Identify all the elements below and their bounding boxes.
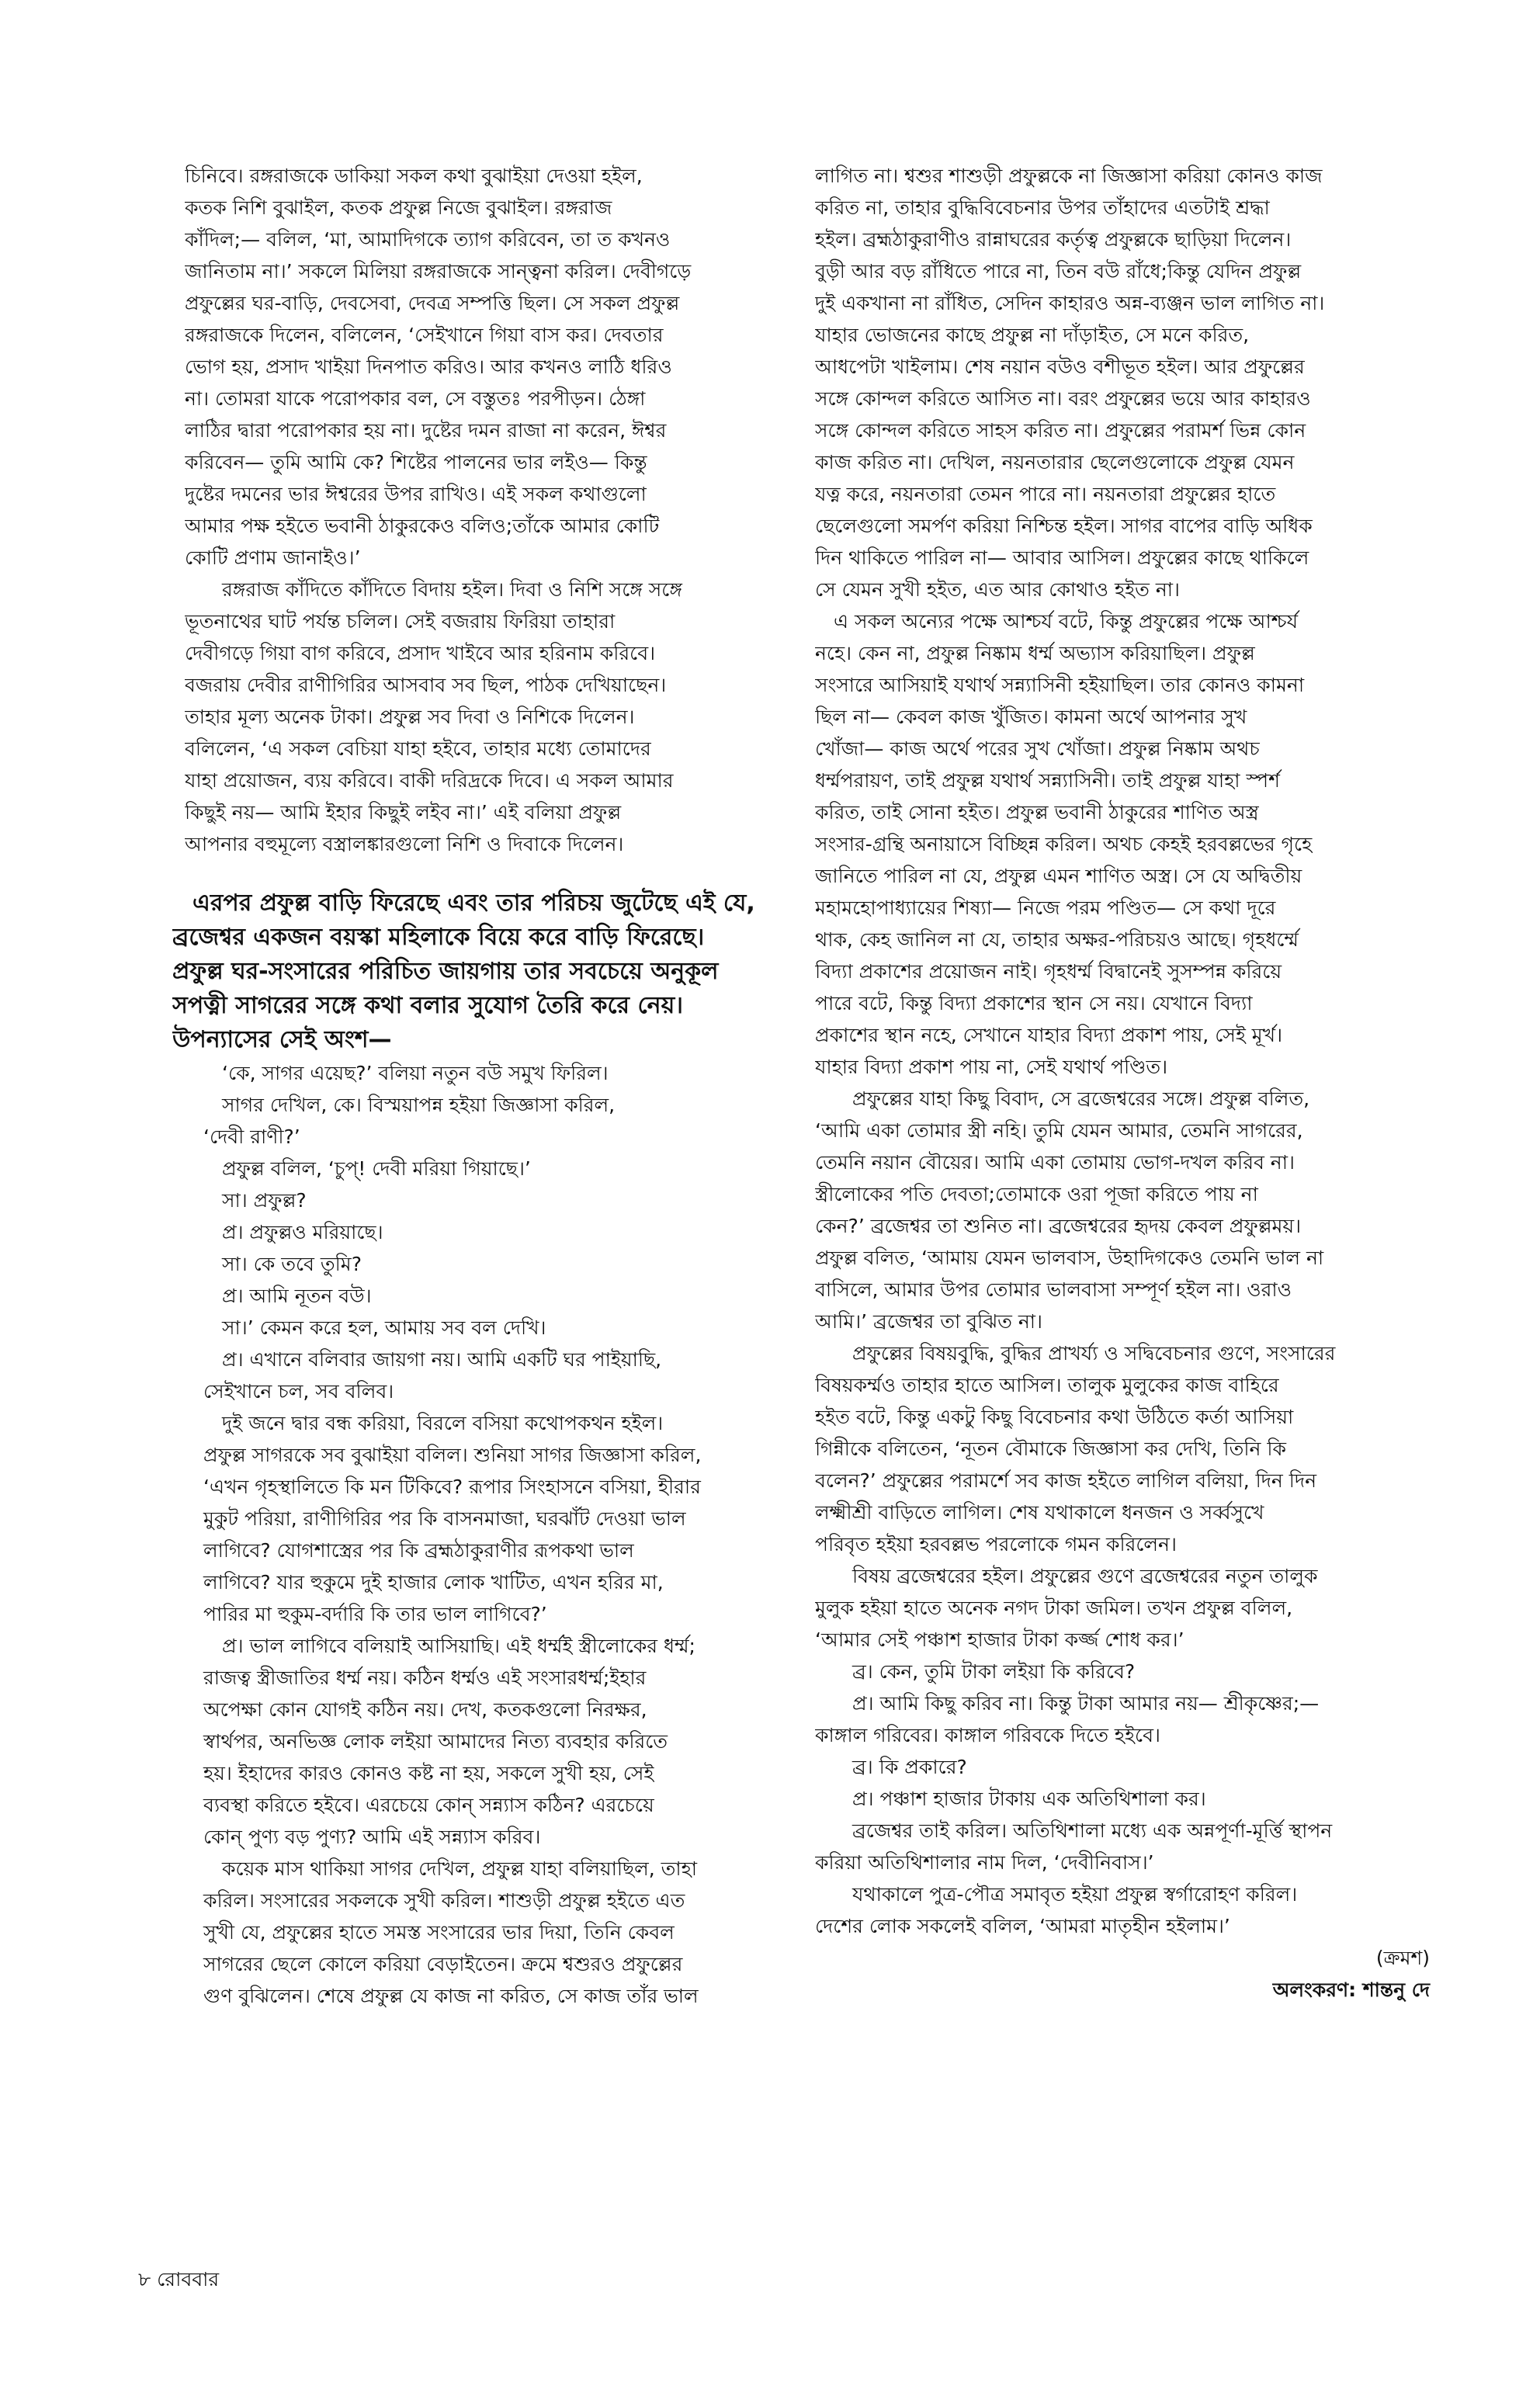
text-line: মুলুক হইয়া হাতে অনেক নগদ টাকা জমিল। তখন প্রফুল্ল বলিল, [815,1597,1293,1619]
text-line: সংসারে আসিয়াই যথার্থ সন্ন্যাসিনী হইয়াছিল। তার কোনও কামনা [815,674,1305,696]
text-line: কোন্ পুণ্য বড় পুণ্য? আমি এই সন্ন্যাস করিব। [203,1826,541,1848]
left-paragraph-3 [185,1407,806,1630]
text-line: সুখী যে, প্রফুল্লের হাতে সমস্ত সংসারের ভার দিয়া, তিনি কেবল [203,1921,675,1944]
text-line: পারির মা হুকুম-বর্দারি কি তার ভাল লাগিবে?’ [203,1603,547,1625]
page-footer [138,2266,219,2293]
text-line: বাসিলে, আমার উপর তোমার ভালবাসা সম্পূর্ণ হইল না। ওরাও [815,1278,1292,1301]
text-line: থাক, কেহ জানিল না যে, তাহার অক্ষর-পরিচয়ও আছে। গৃহধর্ম্মে [815,928,1299,951]
right-paragraph-6 [815,1815,1436,1878]
text-line: রাজত্ব স্ত্রীজাতির ধর্ম্ম নয়। কঠিন ধর্ম্মও এই সংসারধর্ম্ম;ইহার [203,1666,647,1689]
text-line: প্র। ভাল লাগিবে বলিয়াই আসিয়াছি। এই ধর্ম্মই স্ত্রীলোকের ধর্ম্ম; [222,1635,695,1657]
right-paragraph-4 [815,1337,1436,1560]
text-line: বুড়ী আর বড় রাঁধিতে পারে না, তিন বউ রাঁধে;কিন্তু যেদিন প্রফুল্ল [815,260,1302,283]
intro-line: ব্রজেশ্বর একজন বয়স্কা মহিলাকে বিয়ে করে বাড়ি ফিরেছে। [172,924,705,951]
text-line: প্র। পঞ্চাশ হাজার টাকায় এক অতিথিশালা কর। [852,1788,1206,1810]
text-line: করিত না, তাহার বুদ্ধিবিবেচনার উপর তাঁহাদের এতটাই শ্রদ্ধা [815,196,1270,219]
text-line: নহে। কেন না, প্রফুল্ল নিষ্কাম ধর্ম্ম অভ্যাস করিয়াছিল। প্রফুল্ল [815,642,1255,664]
text-line: প্র। প্রফুল্লও মরিয়াছে। [222,1221,383,1243]
text-line: আমার পক্ষ হইতে ভবানী ঠাকুরকেও বলিও;তাঁকে আমার কোটি [185,515,660,537]
text-line: হইত বটে, কিন্তু একটু কিছু বিবেচনার কথা উঠিতে কর্তা আসিয়া [815,1406,1294,1428]
text-line: বজরায় দেবীর রাণীগিরির আসবাব সব ছিল, পাঠক দেখিয়াছেন। [185,674,667,696]
right-dialog [815,1656,1436,1815]
text-line: হয়। ইহাদের কারও কোনও কষ্ট না হয়, সকলে সুখী হয়, সেই [203,1762,654,1784]
text-line: মুকুট পরিয়া, রাণীগিরির পর কি বাসনমাজা, ঘরঝাঁট দেওয়া ভাল [203,1507,686,1530]
text-line: খোঁজা— কাজ অর্থে পরের সুখ খোঁজা। প্রফুল্ল নিষ্কাম অথচ [815,737,1260,760]
text-line: অপেক্ষা কোন যোগই কঠিন নয়। দেখ, কতকগুলো নিরক্ষর, [203,1698,647,1721]
right-paragraph-2 [815,605,1436,1083]
text-line: সা। কে তবে তুমি? [222,1253,362,1275]
text-line: দেবীগড়ে গিয়া বাগ করিবে, প্রসাদ খাইবে আর হরিনাম করিবে। [185,642,656,664]
text-line: ‘এখন গৃহস্থালিতে কি মন টিকিবে? রূপার সিংহাসনে বসিয়া, হীরার [203,1476,701,1498]
text-line: ‘দেবী রাণী?’ [203,1125,300,1148]
text-line: বলিলেন, ‘এ সকল বেচিয়া যাহা হইবে, তাহার মধ্যে তোমাদের [185,737,651,760]
text-line: পরিবৃত হইয়া হরবল্লভ পরলোকে গমন করিলেন। [815,1533,1177,1555]
text-line: গুণ বুঝিলেন। শেষে প্রফুল্ল যে কাজ না করিত, সে কাজ তাঁর ভাল [203,1985,699,2007]
text-line: তাহার মূল্য অনেক টাকা। প্রফুল্ল সব দিবা ও নিশিকে দিলেন। [185,706,635,728]
text-line: ‘কে, সাগর এয়েছ?’ বলিয়া নতুন বউ সমুখ ফিরিল। [222,1062,609,1084]
text-line: ছিল না— কেবল কাজ খুঁজিত। কামনা অর্থে আপনার সুখ [815,706,1247,728]
text-line: আধপেটা খাইলাম। শেষ নয়ান বউও বশীভূত হইল। আর প্রফুল্লের [815,355,1305,378]
text-line: যত্ন করে, নয়নতারা তেমন পারে না। নয়নতারা প্রফুল্লের হাতে [815,483,1276,505]
text-line: কোটি প্রণাম জানাইও।’ [185,546,361,569]
text-line: করিত, তাই সোনা হইত। প্রফুল্ল ভবানী ঠাকুরের শাণিত অস্ত্র [815,801,1259,824]
text-line: প্র। এখানে বলিবার জায়গা নয়। আমি একটি ঘর পাইয়াছি, [222,1348,662,1371]
text-line: প্র। আমি কিছু করিব না। কিন্তু টাকা আমার নয়— শ্রীকৃষ্ণের;— [852,1692,1320,1715]
text-line: সংসার-গ্রন্থি অনায়াসে বিচ্ছিন্ন করিল। অথচ কেহই হরবল্লভের গৃহে [815,833,1313,855]
text-line: ব্র। কেন, তুমি টাকা লইয়া কি করিবে? [852,1660,1136,1683]
text-line: বিদ্যা প্রকাশের প্রয়োজন নাই। গৃহধর্ম্ম বিদ্বানেই সুসম্পন্ন করিয়ে [815,960,1282,983]
intro-line: প্রফুল্ল ঘর-সংসারের পরিচিত জায়গায় তার সবচেয়ে অনুকূল [172,958,719,985]
text-line: বিষয়কর্ম্মও তাহার হাতে আসিল। তালুক মুলুকের কাজ বাহিরে [815,1374,1279,1396]
text-line: সাগর দেখিল, কে। বিস্ময়াপন্ন হইয়া জিজ্ঞাসা করিল, [222,1094,616,1116]
text-line: সা।’ কেমন করে হল, আমায় সব বল দেখি। [222,1316,546,1339]
text-line: গিন্নীকে বলিতেন, ‘নূতন বৌমাকে জিজ্ঞাসা কর দেখি, তিনি কি [815,1438,1286,1460]
dialog-block [185,1057,806,1407]
text-line: কাজ করিত না। দেখিল, নয়নতারার ছেলেগুলোকে প্রফুল্ল যেমন [815,451,1295,473]
text-line: চিনিবে। রঙ্গরাজকে ডাকিয়া সকল কথা বুঝাইয়া দেওয়া হইল, [185,165,643,187]
text-line: সে যেমন সুখী হইত, এত আর কোথাও হইত না। [815,578,1180,601]
text-line: সা। প্রফুল্ল? [222,1189,307,1212]
text-line: ছেলেগুলো সমর্পণ করিয়া নিশ্চিন্ত হইল। সাগর বাপের বাড়ি অধিক [815,515,1313,537]
text-line: করিয়া অতিথিশালার নাম দিল, ‘দেবীনিবাস।’ [815,1851,1154,1874]
text-line: ভূতনাথের ঘাট পর্যন্ত চলিল। সেই বজরায় ফিরিয়া তাহারা [185,610,616,633]
text-line: স্বার্থপর, অনভিজ্ঞ লোক লইয়া আমাদের নিত্য ব্যবহার করিতে [203,1730,668,1753]
text-line: কাঙ্গাল গরিবের। কাঙ্গাল গরিবকে দিতে হইবে। [815,1724,1160,1746]
text-line: তেমনি নয়ান বৌয়ের। আমি একা তোমায় ভোগ-দখল করিব না। [815,1151,1295,1174]
page-number-label: ৮ রোববার [138,2268,220,2291]
text-line: সেইখানে চল, সব বলিব। [203,1380,394,1403]
text-line: না। তোমরা যাকে পরোপকার বল, সে বস্তুতঃ পরপীড়ন। ঠেঙ্গা [185,387,646,410]
text-line: মহামহোপাধ্যায়ের শিষ্যা— নিজে পরম পণ্ডিত— সে কথা দূরে [815,897,1276,919]
text-line: দেশের লোক সকলেই বলিল, ‘আমরা মাতৃহীন হইলাম।’ [815,1915,1230,1937]
right-paragraph-3 [815,1083,1436,1337]
intro-line: উপন্যাসের সেই অংশ— [172,1026,392,1053]
text-line: ব্রজেশ্বর তাই করিল। অতিথিশালা মধ্যে এক অন্নপূর্ণা-মূর্ত্তি স্থাপন [852,1819,1333,1842]
text-line: প্রফুল্ল বলিত, ‘আমায় যেমন ভালবাস, উহাদিগকেও তেমনি ভাল না [815,1247,1324,1269]
text-line: আমি।’ ব্রজেশ্বর তা বুঝিত না। [815,1310,1042,1333]
text-line: ব্যবস্থা করিতে হইবে। এরচেয়ে কোন্ সন্ন্যাস কঠিন? এরচেয়ে [203,1794,654,1816]
text-line: কয়েক মাস থাকিয়া সাগর দেখিল, প্রফুল্ল যাহা বলিয়াছিল, তাহা [222,1857,698,1880]
right-paragraph-1 [815,160,1436,605]
text-line: প্রকাশের স্থান নহে, সেখানে যাহার বিদ্যা প্রকাশ পায়, সেই মূর্খ। [815,1024,1283,1046]
text-line: জানিতাম না।’ সকলে মিলিয়া রঙ্গরাজকে সান্ত্বনা করিল। দেবীগড়ে [185,260,692,283]
text-line: প্রফুল্ল বলিল, ‘চুপ্! দেবী মরিয়া গিয়াছে।’ [222,1157,531,1180]
text-line: এ সকল অন্যের পক্ষে আশ্চর্য বটে, কিন্তু প্রফুল্লের পক্ষে আশ্চর্য [834,610,1299,633]
text-line: লাঠির দ্বারা পরোপকার হয় না। দুষ্টের দমন রাজা না করেন, ঈশ্বর [185,419,667,442]
text-line: কিছুই নয়— আমি ইহার কিছুই লইব না।’ এই বলিয়া প্রফুল্ল [185,801,622,824]
intro-line: এরপর প্রফুল্ল বাড়ি ফিরেছে এবং তার পরিচয় জুটেছে এই যে, [192,890,755,917]
text-line: যথাকালে পুত্র-পৌত্র সমাবৃত হইয়া প্রফুল্ল স্বর্গারোহণ করিল। [852,1883,1298,1906]
intro-line: সপত্নী সাগরের সঙ্গে কথা বলার সুযোগ তৈরি করে নেয়। [172,992,683,1019]
right-paragraph-5 [815,1560,1436,1656]
text-line: লাগিবে? যোগশাস্ত্রের পর কি ব্রহ্মঠাকুরাণীর রূপকথা ভাল [203,1539,634,1562]
text-line: যাহার ভোজনের কাছে প্রফুল্ল না দাঁড়াইত, সে মনে করিত, [815,324,1250,346]
text-line: দুই জনে দ্বার বন্ধ করিয়া, বিরলে বসিয়া কথোপকথন হইল। [222,1412,664,1434]
text-line: প্রফুল্লের যাহা কিছু বিবাদ, সে ব্রজেশ্বরের সঙ্গে। প্রফুল্ল বলিত, [852,1087,1310,1110]
text-line: ধর্ম্মপরায়ণ, তাই প্রফুল্ল যথার্থ সন্ন্যাসিনী। তাই প্রফুল্ল যাহা স্পর্শ [815,769,1280,792]
text-line: সঙ্গে কোন্দল করিতে আসিত না। বরং প্রফুল্লের ভয়ে আর কাহারও [815,387,1311,410]
text-line: পারে বটে, কিন্তু বিদ্যা প্রকাশের স্থান সে নয়। যেখানে বিদ্যা [815,992,1253,1014]
text-line: স্ত্রীলোকের পতি দেবতা;তোমাকে ওরা পূজা করিতে পায় না [815,1183,1258,1205]
text-line: যাহা প্রয়োজন, ব্যয় করিবে। বাকী দরিদ্রকে দিবে। এ সকল আমার [185,769,674,792]
left-paragraph-4 [185,1630,806,1853]
left-paragraph-5 [185,1853,806,2012]
text-line: ‘আমার সেই পঞ্চাশ হাজার টাকা কর্জ্জ শোধ কর।’ [815,1628,1184,1651]
text-line: ‘আমি একা তোমার স্ত্রী নহি। তুমি যেমন আমার, তেমনি সাগরের, [815,1119,1303,1142]
text-line: প্রফুল্লের ঘর-বাড়ি, দেবসেবা, দেবত্র সম্পত্তি ছিল। সে সকল প্রফুল্ল [185,292,680,314]
text-line: রঙ্গরাজ কাঁদিতে কাঁদিতে বিদায় হইল। দিবা ও নিশি সঙ্গে সঙ্গে [222,578,682,601]
text-line: করিল। সংসারের সকলকে সুখী করিল। শাশুড়ী প্রফুল্ল হইতে এত [203,1889,685,1912]
text-line: প্রফুল্ল সাগরকে সব বুঝাইয়া বলিল। শুনিয়া সাগর জিজ্ঞাসা করিল, [203,1444,702,1466]
text-line: আপনার বহুমূল্যে বস্ত্রালঙ্কারগুলো নিশি ও দিবাকে দিলেন। [185,833,624,855]
text-line: হইল। ব্রহ্মঠাকুরাণীও রান্নাঘরের কর্তৃত্ব প্রফুল্লকে ছাড়িয়া দিলেন। [815,228,1292,251]
text-line: যাহার বিদ্যা প্রকাশ পায় না, সেই যথার্থ পণ্ডিত। [815,1056,1168,1078]
text-line: কতক নিশি বুঝাইল, কতক প্রফুল্ল নিজে বুঝাইল। রঙ্গরাজ [185,196,612,219]
text-line: সাগরের ছেলে কোলে করিয়া বেড়াইতেন। ক্রমে শ্বশুরও প্রফুল্লের [203,1953,683,1975]
text-line: কাঁদিল;— বলিল, ‘মা, আমাদিগকে ত্যাগ করিবেন, তা ত কখনও [185,228,671,251]
text-line: জানিতে পারিল না যে, প্রফুল্ল এমন শাণিত অস্ত্র। সে যে অদ্বিতীয় [815,865,1302,887]
left-paragraph-1 [185,160,806,574]
text-line: দিন থাকিতে পারিল না— আবার আসিল। প্রফুল্লের কাছে থাকিলে [815,546,1309,569]
left-paragraph-2 [185,574,806,860]
illustration-credit: অলংকরণ: শান্তনু দে [1272,1979,1430,2001]
text-line: সঙ্গে কোন্দল করিতে সাহস করিত না। প্রফুল্লের পরামর্শ ভিন্ন কোন [815,419,1306,442]
right-paragraph-7 [815,1878,1436,1942]
text-line: লাগিবে? যার হুকুমে দুই হাজার লোক খাটিত, এখন হরির মা, [203,1571,664,1594]
text-line: ভোগ হয়, প্রসাদ খাইয়া দিনপাত করিও। আর কখনও লাঠি ধরিও [185,355,672,378]
spacer [185,860,806,886]
to-be-continued: (ক্রমশ) [1375,1947,1430,1969]
text-line: দুই একখানা না রাঁধিত, সেদিন কাহারও অন্ন-ব্যঞ্জন ভাল লাগিত না। [815,292,1325,314]
text-line: ব্র। কি প্রকারে? [852,1756,967,1778]
text-line: লাগিত না। শ্বশুর শাশুড়ী প্রফুল্লকে না জিজ্ঞাসা করিয়া কোনও কাজ [815,165,1323,187]
left-column [172,160,806,2012]
text-line: প্রফুল্লের বিষয়বুদ্ধি, বুদ্ধির প্রাখর্য্য ও সদ্বিবেচনার গুণে, সংসারের [852,1342,1336,1365]
text-line: করিবেন— তুমি আমি কে? শিষ্টের পালনের ভার লইও— কিন্তু [185,451,647,473]
text-line: লক্ষ্মীশ্রী বাড়িতে লাগিল। শেষ যথাকালে ধনজন ও সর্ব্বসুখে [815,1501,1264,1524]
text-line: প্র। আমি নূতন বউ। [222,1285,372,1307]
text-line: কেন?’ ব্রজেশ্বর তা শুনিত না। ব্রজেশ্বরের হৃদয় কেবল প্রফুল্লময়। [815,1215,1302,1237]
editorial-intro [172,886,806,1057]
text-line: রঙ্গরাজকে দিলেন, বলিলেন, ‘সেইখানে গিয়া বাস কর। দেবতার [185,324,664,346]
right-column [815,160,1436,2006]
text-line: দুষ্টের দমনের ভার ঈশ্বরের উপর রাখিও। এই সকল কথাগুলো [185,483,647,505]
text-line: বলেন?’ প্রফুল্লের পরামর্শে সব কাজ হইতে লাগিল বলিয়া, দিন দিন [815,1469,1317,1492]
text-line: বিষয় ব্রজেশ্বরের হইল। প্রফুল্লের গুণে ব্রজেশ্বরের নতুন তালুক [852,1565,1318,1587]
